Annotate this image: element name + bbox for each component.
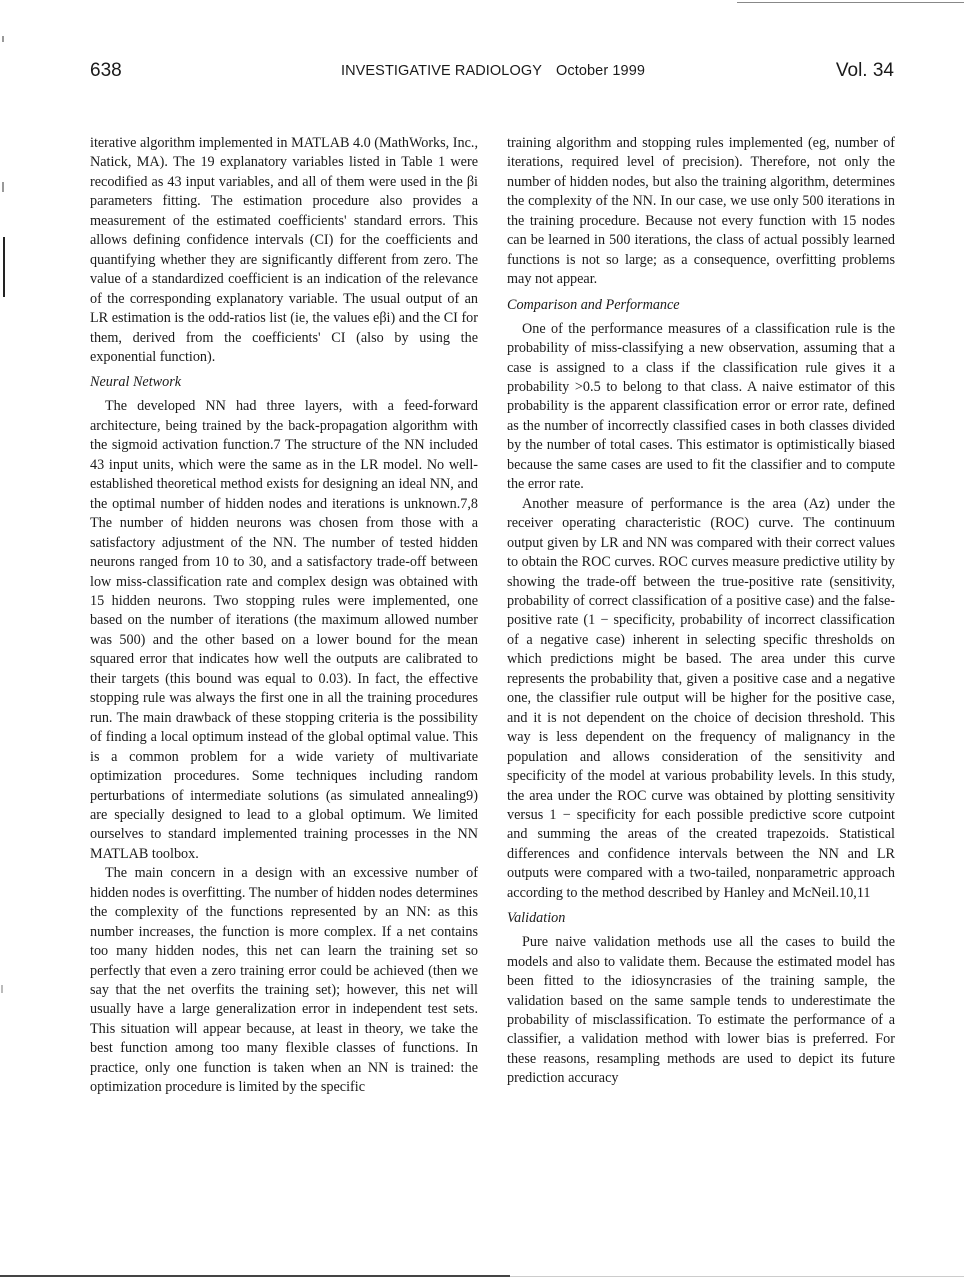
scan-margin-speck xyxy=(2,36,4,42)
paragraph: training algorithm and stopping rules implemented (eg, number of iterations, required level of precision). Therefore, not only the number of hidden nodes, but also the training algorithm, determines the complexity of the NN. In our case, we use only 500 iterations in the training procedure. Because not every function with 15 nodes can be learned in 500 iterations, the class of actual possibly learned functions is not so large; as a consequence, overfitting problems may not appear. xyxy=(507,135,895,288)
running-head xyxy=(90,60,896,90)
scan-margin-speck xyxy=(2,182,4,192)
issue-date: October 1999 xyxy=(555,63,646,79)
paragraph: One of the performance measures of a classification rule is the probability of miss-classifying a new observation, assuming that a case is assigned to a class if the classification rule gives it a probability >0.5 to belong to that class. A naive estimator of this probability is the apparent classification error or error rate, defined as the number of incorrectly classified cases in both classes divided by the number of total cases. This estimator is optimistically biased because the same cases are used to fit the classifier and to compute the error rate. xyxy=(507,320,895,493)
page-number: 638 xyxy=(90,60,122,81)
paragraph: Another measure of performance is the area (Az) under the receiver operating characteristic (ROC) curve. The continuum output given by LR and NN was compared with their correct values to obtain the ROC curves. ROC curves measure predictive utility by showing the trade-off between the true-positive rate (sensitivity, probability of correct classification of a positive case) and the false-positive rate (1 − specificity, probability of incorrect classification of a negative case) inherent in selecting specific thresholds on which predictions might be based. The area under this curve represents the probability that, given a positive case and a negative one, the classifier rule output will be higher for the positive case, and it is not dependent on the choice of decision threshold. This way is less dependent on the frequency of malignancy in the population and allows consideration of the sensitivity and specificity of the model at various probability levels. In this study, the area under the ROC curve was obtained by plotting sensitivity versus 1 − specificity for each possible predictive score cutpoint and summing the areas of the created trapezoids. Statistical differences and confidence intervals between the NN and LR outputs were compared with a two-tailed, nonparametric approach according to the method described by Hanley and McNeil.10,11 xyxy=(507,495,895,901)
section-heading-comparison-performance: Comparison and Performance xyxy=(507,296,680,313)
bottom-edge-rule xyxy=(510,1276,964,1277)
left-column xyxy=(90,134,478,1098)
scan-margin-mark xyxy=(3,237,5,297)
top-edge-rule xyxy=(737,2,964,3)
paragraph: iterative algorithm implemented in MATLAB 4.0 (MathWorks, Inc., Natick, MA). The 19 explanatory variables listed in Table 1 were recodified as 43 input variables, and all of them were used in the βi parameters fitting. The estimation procedure also provides a measurement of the estimated coefficients' standard errors. This allows defining confidence intervals (CI) for the coefficients and quantifying whether they are significantly different from zero. The value of a standardized coefficient is an indication of the relevance of the corresponding explanatory variable. The usual output of an LR estimation is the odd-ratios list (ie, the values eβi) and the CI for them, derived from the coefficients' CI (also by using the exponential function). xyxy=(90,135,478,365)
journal-title: INVESTIGATIVE RADIOLOGY xyxy=(340,63,542,79)
bottom-edge-rule xyxy=(0,1275,510,1277)
journal-info xyxy=(90,63,896,79)
paragraph: Pure naive validation methods use all the cases to build the models and also to validate them. Because the estimated model has been fitted to the idiosyncrasies of the training sample, the validation based on the same sample tends to underestimate the probability of misclassification. To estimate the performance of a classifier, a validation method with lower bias is preferred. For these reasons, resampling methods are used to depict its future prediction accuracy xyxy=(507,934,895,1087)
volume-number: Vol. 34 xyxy=(835,60,894,81)
section-heading-validation: Validation xyxy=(507,910,566,927)
paragraph: The developed NN had three layers, with a feed-forward architecture, being trained by the back-propagation algorithm with the sigmoid activation function.7 The structure of the NN included 43 input units, which were the same as in the LR model. No well-established theoretical method exists for designing an ideal NN, and the optimal number of hidden nodes and iterations is unknown.7,8 The number of hidden neurons was chosen from those with a satisfactory adjustment of the NN. The number of tested hidden neurons ranged from 10 to 30, and a satisfactory trade-off between low miss-classification rate and complex design was obtained with 15 hidden neurons. Two stopping rules were implemented, one based on the number of iterations (the maximum allowed number was 500) and the other based on a lower bound for the mean squared error that indicates how well the outputs are calibrated to their targets (this bound was equal to 0.03). In fact, the effective stopping rule was always the first one in all the training procedures run. The main drawback of these stopping criteria is the possibility of finding a local optimum instead of the global optimal value. This is a common problem for a wide variety of multivariate optimization procedures. Some techniques including random perturbations of intermediate solutions (as simulated annealing9) are specially designed to lead to a global optimum. We limited ourselves to standard implemented training processes in the NN MATLAB toolbox. xyxy=(90,398,478,862)
paragraph: The main concern in a design with an excessive number of hidden nodes is overfitting. The number of hidden nodes determines the complexity of the functions represented by an NN: as this number increases, the function is more complex. If a net contains too many hidden nodes, this net can learn the training set so perfectly that even a zero training error could be achieved (then we say that the net overfits the training set); however, this net will usually have a large generalization error in independent test sets. This situation will appear because, at least in theory, we take the best function among too many flexible classes of functions. In practice, only one function is taken when an NN is trained: the optimization procedure is limited by the specific xyxy=(90,865,478,1096)
section-heading-neural-network: Neural Network xyxy=(90,374,182,391)
scan-margin-speck xyxy=(1,985,3,993)
right-column xyxy=(507,134,895,1089)
